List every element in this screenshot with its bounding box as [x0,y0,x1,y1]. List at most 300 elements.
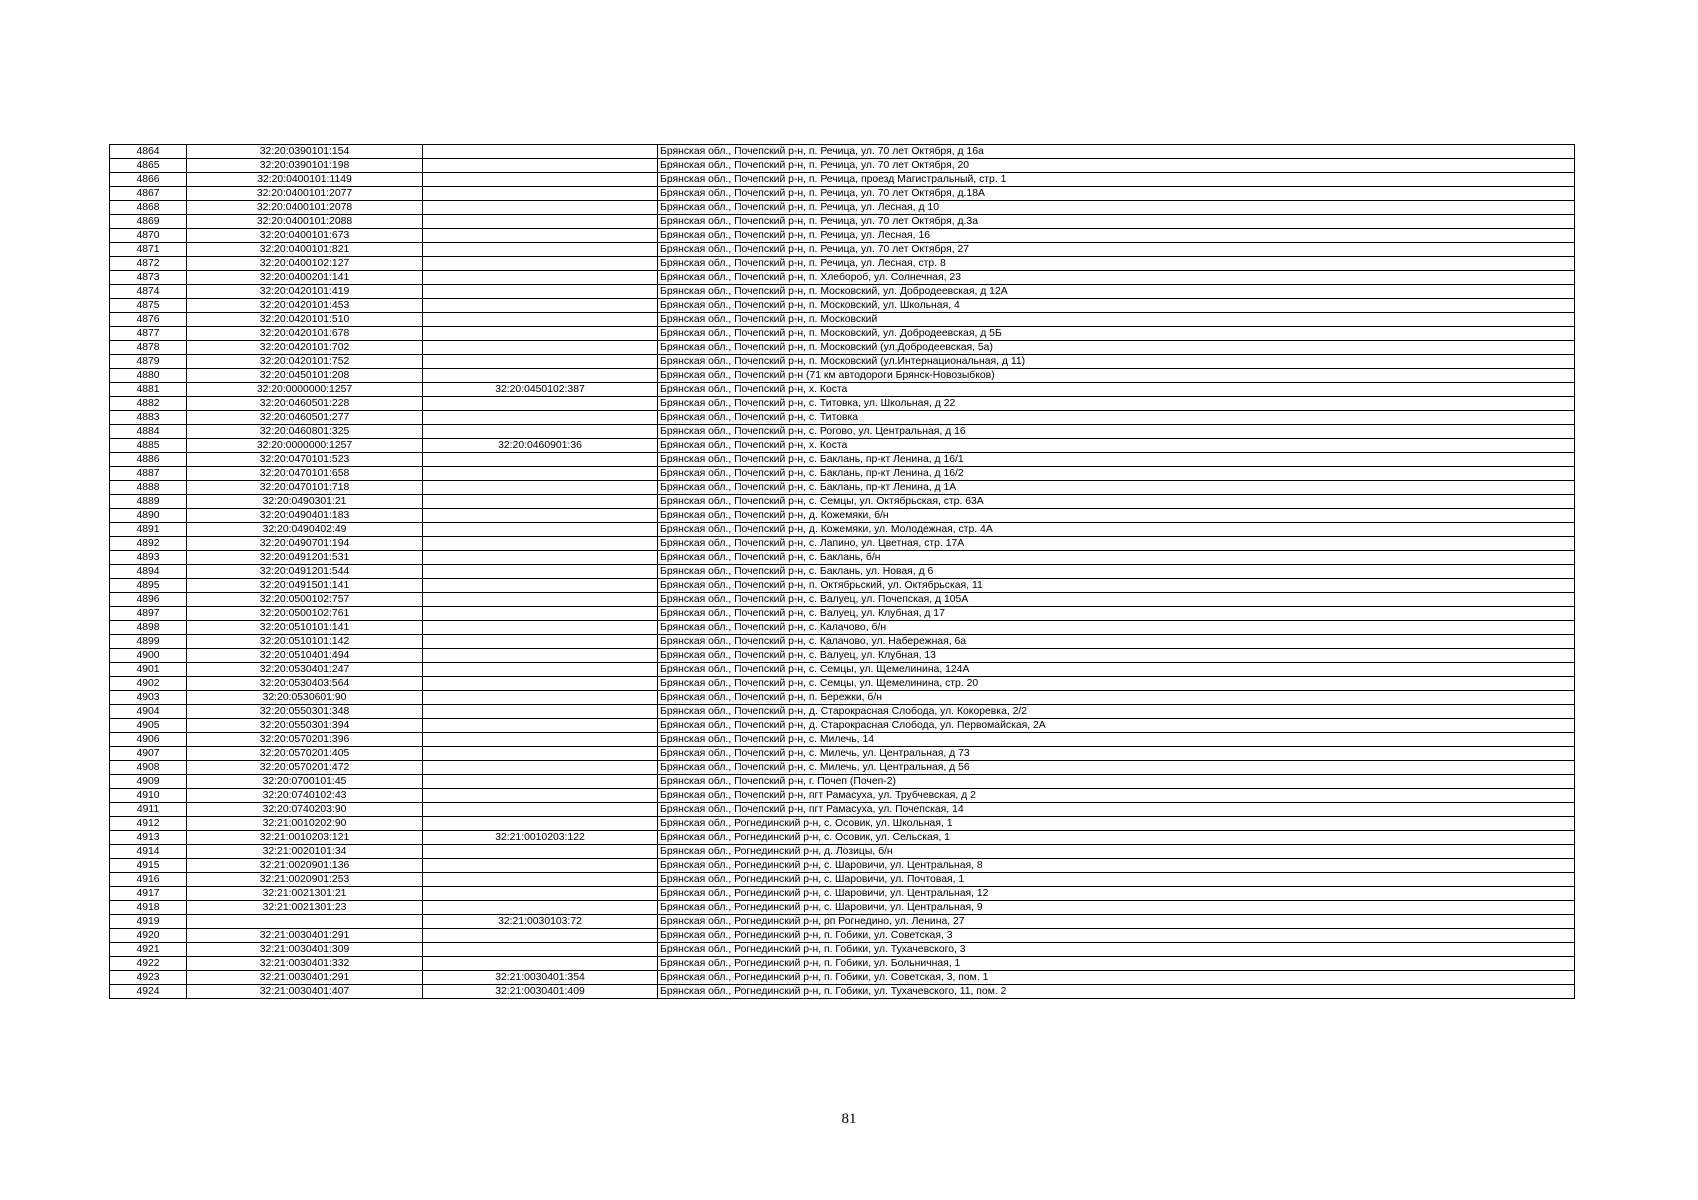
address-cell: Брянская обл., Рогнединский р-н, п. Гобики, ул. Тухачевского, 3 [658,943,1575,957]
cadastral-number-cell: 32:20:0530401:247 [187,663,423,677]
table-row [110,649,1575,663]
table-row [110,397,1575,411]
row-number-cell: 4923 [110,971,187,985]
table-row [110,957,1575,971]
table-row [110,621,1575,635]
cadastral-number-cell: 32:20:0400101:2078 [187,201,423,215]
row-number-cell: 4921 [110,943,187,957]
table-row [110,257,1575,271]
table-row [110,159,1575,173]
related-cadastral-number-cell [423,201,658,215]
row-number-cell: 4875 [110,299,187,313]
address-cell: Брянская обл., Почепский р-н, д. Кожемяки, б/н [658,509,1575,523]
related-cadastral-number-cell [423,243,658,257]
address-cell: Брянская обл., Почепский р-н, с. Рогово, ул. Центральная, д 16 [658,425,1575,439]
cadastral-number-cell: 32:20:0500102:757 [187,593,423,607]
table-row [110,915,1575,929]
table-row [110,607,1575,621]
row-number-cell: 4881 [110,383,187,397]
address-cell: Брянская обл., Рогнединский р-н, с. Шаровичи, ул. Почтовая, 1 [658,873,1575,887]
cadastral-number-cell: 32:20:0570201:405 [187,747,423,761]
address-cell: Брянская обл., Почепский р-н, пгт Рамасуха, ул. Почепская, 14 [658,803,1575,817]
address-cell: Брянская обл., Почепский р-н, п. Московский (ул.Интернациональная, д 11) [658,355,1575,369]
related-cadastral-number-cell [423,495,658,509]
row-number-cell: 4910 [110,789,187,803]
cadastral-number-cell: 32:20:0530601:90 [187,691,423,705]
cadastral-number-cell: 32:20:0400102:127 [187,257,423,271]
cadastral-number-cell: 32:20:0490402:49 [187,523,423,537]
table-row [110,733,1575,747]
address-cell: Брянская обл., Почепский р-н, д. Старокрасная Слобода, ул. Первомайская, 2А [658,719,1575,733]
address-cell: Брянская обл., Почепский р-н, с. Баклань, б/н [658,551,1575,565]
address-cell: Брянская обл., Рогнединский р-н, с. Шаровичи, ул. Центральная, 8 [658,859,1575,873]
address-cell: Брянская обл., Почепский р-н, п. Бережки, б/н [658,691,1575,705]
cadastral-number-cell: 32:20:0570201:472 [187,761,423,775]
cadastral-number-cell: 32:20:0420101:419 [187,285,423,299]
row-number-cell: 4868 [110,201,187,215]
row-number-cell: 4893 [110,551,187,565]
related-cadastral-number-cell [423,257,658,271]
row-number-cell: 4878 [110,341,187,355]
cadastral-number-cell: 32:20:0491201:544 [187,565,423,579]
cadastral-number-cell: 32:21:0030401:291 [187,971,423,985]
table-row [110,579,1575,593]
related-cadastral-number-cell [423,299,658,313]
related-cadastral-number-cell [423,593,658,607]
related-cadastral-number-cell [423,733,658,747]
address-cell: Брянская обл., Почепский р-н, п. Речица, ул. 70 лет Октября, д.18А [658,187,1575,201]
row-number-cell: 4924 [110,985,187,999]
cadastral-number-cell: 32:20:0420101:702 [187,341,423,355]
related-cadastral-number-cell [423,579,658,593]
cadastral-number-cell: 32:20:0491501:141 [187,579,423,593]
cadastral-number-cell: 32:21:0020901:253 [187,873,423,887]
row-number-cell: 4872 [110,257,187,271]
cadastral-number-cell: 32:20:0420101:453 [187,299,423,313]
related-cadastral-number-cell [423,509,658,523]
table-row [110,313,1575,327]
table-row [110,691,1575,705]
related-cadastral-number-cell [423,397,658,411]
related-cadastral-number-cell [423,817,658,831]
address-cell: Брянская обл., Почепский р-н, с. Милечь, ул. Центральная, д 73 [658,747,1575,761]
table-row [110,439,1575,453]
cadastral-number-cell: 32:20:0700101:45 [187,775,423,789]
address-cell: Брянская обл., Почепский р-н, г. Почеп (Почеп-2) [658,775,1575,789]
address-cell: Брянская обл., Почепский р-н, с. Калачово, ул. Набережная, 6а [658,635,1575,649]
table-row [110,243,1575,257]
related-cadastral-number-cell: 32:21:0010203:122 [423,831,658,845]
address-cell: Брянская обл., Почепский р-н, с. Семцы, ул. Щемелинина, 124А [658,663,1575,677]
cadastral-number-cell: 32:20:0510101:142 [187,635,423,649]
cadastral-number-cell: 32:20:0390101:154 [187,145,423,159]
row-number-cell: 4902 [110,677,187,691]
address-cell: Брянская обл., Рогнединский р-н, с. Шаровичи, ул. Центральная, 9 [658,901,1575,915]
table-row [110,355,1575,369]
table-row [110,719,1575,733]
address-cell: Брянская обл., Почепский р-н, п. Московский, ул. Добродеевская, д 5Б [658,327,1575,341]
related-cadastral-number-cell [423,649,658,663]
related-cadastral-number-cell [423,341,658,355]
related-cadastral-number-cell [423,663,658,677]
table-row [110,285,1575,299]
address-cell: Брянская обл., Почепский р-н, с. Валуец, ул. Почепская, д 105А [658,593,1575,607]
related-cadastral-number-cell [423,691,658,705]
related-cadastral-number-cell [423,901,658,915]
row-number-cell: 4896 [110,593,187,607]
related-cadastral-number-cell: 32:21:0030401:409 [423,985,658,999]
related-cadastral-number-cell [423,285,658,299]
related-cadastral-number-cell: 32:21:0030401:354 [423,971,658,985]
cadastral-number-cell: 32:20:0420101:678 [187,327,423,341]
address-cell: Брянская обл., Рогнединский р-н, п. Гобики, ул. Советская, 3 [658,929,1575,943]
registry-table [109,144,1575,999]
row-number-cell: 4904 [110,705,187,719]
address-cell: Брянская обл., Почепский р-н, с. Титовка, ул. Школьная, д 22 [658,397,1575,411]
address-cell: Брянская обл., Почепский р-н, п. Хлебороб, ул. Солнечная, 23 [658,271,1575,285]
table-row [110,187,1575,201]
table-row [110,677,1575,691]
table-row [110,593,1575,607]
table-row [110,831,1575,845]
related-cadastral-number-cell [423,425,658,439]
row-number-cell: 4908 [110,761,187,775]
address-cell: Брянская обл., Почепский р-н, с. Баклань, ул. Новая, д 6 [658,565,1575,579]
related-cadastral-number-cell [423,145,658,159]
address-cell: Брянская обл., Почепский р-н, с. Баклань, пр-кт Ленина, д 16/2 [658,467,1575,481]
related-cadastral-number-cell [423,187,658,201]
table-row [110,327,1575,341]
cadastral-number-cell: 32:20:0470101:658 [187,467,423,481]
cadastral-number-cell: 32:20:0490701:194 [187,537,423,551]
cadastral-number-cell: 32:20:0570201:396 [187,733,423,747]
row-number-cell: 4914 [110,845,187,859]
table-row [110,789,1575,803]
row-number-cell: 4900 [110,649,187,663]
related-cadastral-number-cell [423,859,658,873]
row-number-cell: 4885 [110,439,187,453]
cadastral-number-cell: 32:20:0470101:523 [187,453,423,467]
row-number-cell: 4889 [110,495,187,509]
row-number-cell: 4911 [110,803,187,817]
address-cell: Брянская обл., Почепский р-н, х. Коста [658,439,1575,453]
related-cadastral-number-cell [423,761,658,775]
table-row [110,369,1575,383]
cadastral-number-cell: 32:20:0460501:277 [187,411,423,425]
cadastral-number-cell: 32:21:0030401:309 [187,943,423,957]
table-row [110,565,1575,579]
table-row [110,817,1575,831]
row-number-cell: 4912 [110,817,187,831]
address-cell: Брянская обл., Рогнединский р-н, с. Осовик, ул. Школьная, 1 [658,817,1575,831]
row-number-cell: 4871 [110,243,187,257]
related-cadastral-number-cell [423,229,658,243]
related-cadastral-number-cell [423,355,658,369]
row-number-cell: 4870 [110,229,187,243]
table-row [110,229,1575,243]
related-cadastral-number-cell [423,635,658,649]
related-cadastral-number-cell [423,411,658,425]
address-cell: Брянская обл., Рогнединский р-н, рп Рогнедино, ул. Ленина, 27 [658,915,1575,929]
address-cell: Брянская обл., Рогнединский р-н, п. Гобики, ул. Тухачевского, 11, пом. 2 [658,985,1575,999]
table-row [110,173,1575,187]
address-cell: Брянская обл., Почепский р-н, д. Кожемяки, ул. Молодежная, стр. 4А [658,523,1575,537]
related-cadastral-number-cell [423,873,658,887]
row-number-cell: 4894 [110,565,187,579]
related-cadastral-number-cell [423,271,658,285]
address-cell: Брянская обл., Почепский р-н, с. Милечь, ул. Центральная, д 56 [658,761,1575,775]
table-row [110,887,1575,901]
address-cell: Брянская обл., Почепский р-н, с. Семцы, ул. Щемелинина, стр. 20 [658,677,1575,691]
cadastral-number-cell: 32:20:0400101:821 [187,243,423,257]
address-cell: Брянская обл., Почепский р-н, п. Московский, ул. Школьная, 4 [658,299,1575,313]
table-row [110,943,1575,957]
row-number-cell: 4909 [110,775,187,789]
row-number-cell: 4895 [110,579,187,593]
table-row [110,761,1575,775]
related-cadastral-number-cell [423,719,658,733]
address-cell: Брянская обл., Почепский р-н, п. Речица, ул. Лесная, стр. 8 [658,257,1575,271]
table-row [110,425,1575,439]
row-number-cell: 4890 [110,509,187,523]
related-cadastral-number-cell [423,159,658,173]
table-row [110,971,1575,985]
related-cadastral-number-cell [423,747,658,761]
address-cell: Брянская обл., Почепский р-н, с. Лапино, ул. Цветная, стр. 17А [658,537,1575,551]
row-number-cell: 4887 [110,467,187,481]
cadastral-number-cell: 32:21:0030401:332 [187,957,423,971]
table-row [110,495,1575,509]
address-cell: Брянская обл., Почепский р-н, п. Речица, ул. 70 лет Октября, 27 [658,243,1575,257]
registry-table-container [109,144,1574,999]
related-cadastral-number-cell [423,313,658,327]
address-cell: Брянская обл., Почепский р-н (71 км автодороги Брянск-Новозыбков) [658,369,1575,383]
cadastral-number-cell: 32:21:0030401:291 [187,929,423,943]
related-cadastral-number-cell [423,369,658,383]
table-row [110,635,1575,649]
cadastral-number-cell: 32:21:0010202:90 [187,817,423,831]
related-cadastral-number-cell [423,789,658,803]
cadastral-number-cell: 32:20:0460501:228 [187,397,423,411]
table-row [110,705,1575,719]
row-number-cell: 4869 [110,215,187,229]
table-row [110,467,1575,481]
related-cadastral-number-cell [423,551,658,565]
related-cadastral-number-cell [423,929,658,943]
row-number-cell: 4891 [110,523,187,537]
cadastral-number-cell: 32:21:0030401:407 [187,985,423,999]
row-number-cell: 4913 [110,831,187,845]
row-number-cell: 4879 [110,355,187,369]
table-row [110,383,1575,397]
address-cell: Брянская обл., Почепский р-н, с. Валуец, ул. Клубная, д 17 [658,607,1575,621]
cadastral-number-cell: 32:20:0490301:21 [187,495,423,509]
cadastral-number-cell [187,915,423,929]
row-number-cell: 4915 [110,859,187,873]
cadastral-number-cell: 32:20:0550301:348 [187,705,423,719]
table-row [110,299,1575,313]
row-number-cell: 4867 [110,187,187,201]
related-cadastral-number-cell [423,215,658,229]
address-cell: Брянская обл., Почепский р-н, п. Речица, ул. 70 лет Октября, д.3а [658,215,1575,229]
address-cell: Брянская обл., Почепский р-н, п. Речица, ул. 70 лет Октября, д 16а [658,145,1575,159]
address-cell: Брянская обл., Почепский р-н, с. Валуец, ул. Клубная, 13 [658,649,1575,663]
table-row [110,509,1575,523]
table-row [110,747,1575,761]
address-cell: Брянская обл., Почепский р-н, п. Речица, ул. 70 лет Октября, 20 [658,159,1575,173]
cadastral-number-cell: 32:20:0390101:198 [187,159,423,173]
cadastral-number-cell: 32:21:0020101:34 [187,845,423,859]
row-number-cell: 4880 [110,369,187,383]
address-cell: Брянская обл., Почепский р-н, п. Октябрьский, ул. Октябрьская, 11 [658,579,1575,593]
table-row [110,663,1575,677]
address-cell: Брянская обл., Почепский р-н, с. Баклань, пр-кт Ленина, д 16/1 [658,453,1575,467]
address-cell: Брянская обл., Рогнединский р-н, п. Гобики, ул. Больничная, 1 [658,957,1575,971]
page-number: 81 [841,1111,857,1127]
related-cadastral-number-cell [423,607,658,621]
table-row [110,537,1575,551]
cadastral-number-cell: 32:20:0400101:2077 [187,187,423,201]
related-cadastral-number-cell [423,845,658,859]
address-cell: Брянская обл., Почепский р-н, с. Семцы, ул. Октябрьская, стр. 63А [658,495,1575,509]
address-cell: Брянская обл., Почепский р-н, пгт Рамасуха, ул. Трубчевская, д 2 [658,789,1575,803]
row-number-cell: 4907 [110,747,187,761]
address-cell: Брянская обл., Почепский р-н, п. Речица, ул. Лесная, д 10 [658,201,1575,215]
related-cadastral-number-cell [423,943,658,957]
related-cadastral-number-cell: 32:21:0030103:72 [423,915,658,929]
address-cell: Брянская обл., Почепский р-н, п. Московский [658,313,1575,327]
address-cell: Брянская обл., Почепский р-н, п. Московский (ул.Добродеевская, 5а) [658,341,1575,355]
table-row [110,775,1575,789]
table-row [110,845,1575,859]
cadastral-number-cell: 32:20:0000000:1257 [187,383,423,397]
related-cadastral-number-cell [423,957,658,971]
cadastral-number-cell: 32:20:0400101:2088 [187,215,423,229]
related-cadastral-number-cell [423,887,658,901]
table-row [110,859,1575,873]
table-row [110,929,1575,943]
related-cadastral-number-cell [423,467,658,481]
cadastral-number-cell: 32:20:0000000:1257 [187,439,423,453]
cadastral-number-cell: 32:20:0740203:90 [187,803,423,817]
address-cell: Брянская обл., Почепский р-н, с. Калачово, б/н [658,621,1575,635]
row-number-cell: 4917 [110,887,187,901]
address-cell: Брянская обл., Почепский р-н, с. Баклань, пр-кт Ленина, д 1А [658,481,1575,495]
related-cadastral-number-cell: 32:20:0460901:36 [423,439,658,453]
row-number-cell: 4866 [110,173,187,187]
row-number-cell: 4903 [110,691,187,705]
row-number-cell: 4892 [110,537,187,551]
cadastral-number-cell: 32:20:0400101:1149 [187,173,423,187]
address-cell: Брянская обл., Почепский р-н, с. Титовка [658,411,1575,425]
cadastral-number-cell: 32:20:0450101:208 [187,369,423,383]
address-cell: Брянская обл., Рогнединский р-н, с. Шаровичи, ул. Центральная, 12 [658,887,1575,901]
table-row [110,271,1575,285]
table-row [110,873,1575,887]
table-row [110,803,1575,817]
cadastral-number-cell: 32:20:0400201:141 [187,271,423,285]
row-number-cell: 4874 [110,285,187,299]
cadastral-number-cell: 32:20:0500102:761 [187,607,423,621]
row-number-cell: 4919 [110,915,187,929]
cadastral-number-cell: 32:20:0400101:673 [187,229,423,243]
related-cadastral-number-cell [423,775,658,789]
cadastral-number-cell: 32:20:0420101:510 [187,313,423,327]
row-number-cell: 4883 [110,411,187,425]
related-cadastral-number-cell [423,621,658,635]
row-number-cell: 4865 [110,159,187,173]
cadastral-number-cell: 32:20:0510401:494 [187,649,423,663]
table-row [110,901,1575,915]
related-cadastral-number-cell [423,453,658,467]
table-row [110,453,1575,467]
related-cadastral-number-cell [423,537,658,551]
table-row [110,341,1575,355]
cadastral-number-cell: 32:20:0420101:752 [187,355,423,369]
related-cadastral-number-cell [423,481,658,495]
address-cell: Брянская обл., Рогнединский р-н, д. Лозицы, б/н [658,845,1575,859]
table-row [110,523,1575,537]
cadastral-number-cell: 32:20:0470101:718 [187,481,423,495]
table-row [110,201,1575,215]
related-cadastral-number-cell [423,677,658,691]
row-number-cell: 4905 [110,719,187,733]
row-number-cell: 4901 [110,663,187,677]
registry-table-body [110,145,1575,999]
cadastral-number-cell: 32:20:0491201:531 [187,551,423,565]
related-cadastral-number-cell [423,705,658,719]
related-cadastral-number-cell: 32:20:0450102:387 [423,383,658,397]
row-number-cell: 4899 [110,635,187,649]
row-number-cell: 4884 [110,425,187,439]
row-number-cell: 4873 [110,271,187,285]
cadastral-number-cell: 32:21:0010203:121 [187,831,423,845]
cadastral-number-cell: 32:20:0530403:564 [187,677,423,691]
address-cell: Брянская обл., Рогнединский р-н, с. Осовик, ул. Сельская, 1 [658,831,1575,845]
row-number-cell: 4922 [110,957,187,971]
address-cell: Брянская обл., Почепский р-н, с. Милечь, 14 [658,733,1575,747]
related-cadastral-number-cell [423,327,658,341]
row-number-cell: 4886 [110,453,187,467]
row-number-cell: 4916 [110,873,187,887]
row-number-cell: 4876 [110,313,187,327]
cadastral-number-cell: 32:20:0460801:325 [187,425,423,439]
table-row [110,411,1575,425]
table-row [110,215,1575,229]
row-number-cell: 4906 [110,733,187,747]
cadastral-number-cell: 32:20:0740102:43 [187,789,423,803]
row-number-cell: 4897 [110,607,187,621]
cadastral-number-cell: 32:21:0020901:136 [187,859,423,873]
cadastral-number-cell: 32:21:0021301:23 [187,901,423,915]
address-cell: Брянская обл., Почепский р-н, п. Московский, ул. Добродеевская, д 12А [658,285,1575,299]
row-number-cell: 4882 [110,397,187,411]
related-cadastral-number-cell [423,565,658,579]
row-number-cell: 4918 [110,901,187,915]
address-cell: Брянская обл., Почепский р-н, х. Коста [658,383,1575,397]
address-cell: Брянская обл., Почепский р-н, п. Речица, ул. Лесная, 16 [658,229,1575,243]
row-number-cell: 4864 [110,145,187,159]
related-cadastral-number-cell [423,803,658,817]
table-row [110,985,1575,999]
table-row [110,551,1575,565]
cadastral-number-cell: 32:21:0021301:21 [187,887,423,901]
row-number-cell: 4898 [110,621,187,635]
cadastral-number-cell: 32:20:0550301:394 [187,719,423,733]
row-number-cell: 4877 [110,327,187,341]
address-cell: Брянская обл., Почепский р-н, д. Старокрасная Слобода, ул. Кокоревка, 2/2 [658,705,1575,719]
address-cell: Брянская обл., Рогнединский р-н, п. Гобики, ул. Советская, 3, пом. 1 [658,971,1575,985]
